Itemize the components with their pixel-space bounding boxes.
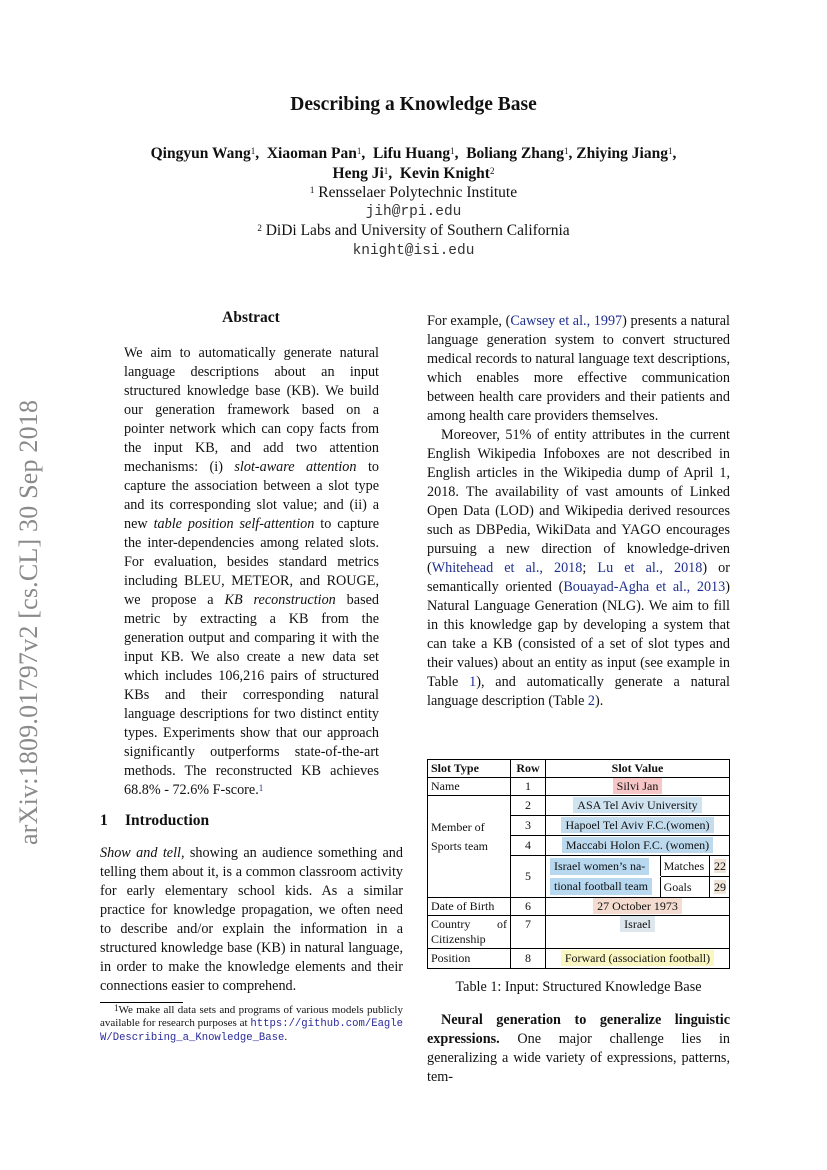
email-2[interactable]: knight@isi.edu (352, 243, 475, 259)
table-row (428, 898, 730, 916)
author-list (0, 144, 827, 183)
row-number-cell: 2 (511, 796, 546, 816)
author: Heng Ji$^1$ (332, 164, 389, 182)
paragraph-heading: Neural generation to generalize linguistic expressions. (427, 1012, 730, 1047)
slot-value-cell (546, 816, 730, 836)
author: Xiaoman Pan$^1$ (266, 145, 362, 162)
author-line-1: Qingyun Wang$^1$, Xiaoman Pan$^1$, Lifu Huang$^1$, Boliang Zhang$^1$, Zhiying Jiang$^1$, (150, 145, 677, 162)
slot-type-cell: Position (428, 949, 511, 969)
email-1[interactable]: jih@rpi.edu (365, 204, 462, 220)
slot-value-cell (546, 916, 730, 949)
row-number-cell: 4 (511, 836, 546, 856)
slot-value-highlight: Israel women’s na- (550, 858, 649, 875)
abstract-body: We aim to automatically generate natural language descriptions about an input structured knowledge base (KB). We build our generation framework based on a pointer network which can copy facts from the input KB, and add two attention mechanisms: (i) slot-aware attention to capture the association between a slot type and its corresponding slot value; and (ii) a new table position self-attention to capture the inter-dependencies among related slots. For evaluation, besides standard metrics including BLEU, METEOR, and ROUGE, we propose a KB reconstruction based metric by extracting a KB from the generation output and comparing it with the input KB. We also create a new data set which includes 106,216 pairs of structured KBs and their corresponding natural language descriptions for two distinct entity types. Experiments show that our approach significantly outperforms state-of-the-art methods. The reconstructed KB achieves 68.8% - 72.6% F-score.$^1$ (124, 345, 379, 798)
intro-continued (427, 312, 730, 711)
citation-link[interactable]: Bouayad-Agha et al., 2013 (563, 579, 726, 595)
abstract-heading: Abstract (222, 309, 280, 326)
introduction-paragraph: Show and tell, showing an audience something and telling them about it, is a common classroom activity for early elementary school kids. As a similar practice for knowledge propagation, we often need to describe and/or explain the information in a structured knowledge base (KB) in natural language, in order to make the knowledge elements and their connections easier to comprehend. (100, 845, 403, 994)
affiliation-1: $^1$ Rensselaer Polytechnic Institute (309, 184, 518, 201)
slot-value-cell (546, 796, 730, 816)
citation-link[interactable]: Whitehead et al., 2018 (431, 560, 583, 576)
slot-value-highlight: Forward (association football) (561, 950, 714, 966)
table-row (428, 796, 730, 816)
citation-link[interactable]: Lu et al., 2018 (597, 560, 703, 576)
slot-type-cell: Name (428, 778, 511, 796)
author: Qingyun Wang$^1$ (150, 145, 256, 162)
slot-value-highlight: Israel (620, 916, 655, 932)
row-number-cell: 5 (511, 856, 546, 898)
citation-link[interactable]: Cawsey et al., 1997 (510, 313, 623, 329)
paper-title: Describing a Knowledge Base (290, 94, 537, 115)
affiliation-2: $^2$ DiDi Labs and University of Southern California (257, 222, 570, 239)
section-heading-introduction: 1 Introduction (100, 812, 210, 829)
slot-value-cell (546, 949, 730, 969)
table-header-row (428, 760, 730, 778)
table-row (428, 778, 730, 796)
column-header: Row (511, 760, 546, 778)
nested-slot-table (546, 856, 729, 897)
row-number-cell: 8 (511, 949, 546, 969)
github-link[interactable]: https://github.com/EagleW/Describing_a_Knowledge_Base (100, 1018, 403, 1044)
slot-value-cell (546, 898, 730, 916)
table-row (428, 949, 730, 969)
author: Zhiying Jiang$^1$ (576, 145, 673, 162)
column-header: Slot Type (428, 760, 511, 778)
slot-value-highlight: Maccabi Holon F.C. (women) (562, 837, 713, 853)
author: Boliang Zhang$^1$ (466, 145, 569, 162)
column-header: Slot Value (546, 760, 730, 778)
slot-type-cell: Member of Sports team (428, 796, 511, 898)
table-row (428, 916, 730, 949)
row-number-cell: 3 (511, 816, 546, 836)
author: Kevin Knight$^2$ (399, 164, 495, 182)
slot-value-highlight: ASA Tel Aviv University (573, 797, 701, 813)
slot-value-cell (546, 836, 730, 856)
table-ref-link[interactable]: 2 (587, 693, 596, 709)
row-number-cell: 6 (511, 898, 546, 916)
slot-value-highlight: Hapoel Tel Aviv F.C.(women) (561, 817, 713, 833)
slot-value-highlight: tional football team (550, 878, 652, 895)
stat-label: Goals (660, 877, 710, 898)
row-number-cell: 1 (511, 778, 546, 796)
author: Lifu Huang$^1$ (372, 145, 455, 162)
slot-value-highlight: Silvi Jan (613, 778, 663, 794)
table-caption: Table 1: Input: Structured Knowledge Base (455, 979, 702, 995)
slot-type-cell: Date of Birth (428, 898, 511, 916)
row-number-cell: 7 (511, 916, 546, 949)
slot-value-highlight: 27 October 1973 (593, 898, 682, 914)
paragraph: Moreover, 51% of entity attributes in the current English Wikipedia Infoboxes are not described in English articles in the Wikipedia dump of April 1, 2018. The availability of vast amounts of Linked Open Data (LOD) and Wikipedia derived resources such as DBPedia, WikiData and YAGO encourages pursuing a new direction of knowledge-driven (Whitehead et al., 2018; Lu et al., 2018) or semantically oriented (Bouayad-Agha et al., 2013) Natural Language Generation (NLG). We aim to fill in this knowledge gap by developing a system that can take a KB (consisted of a set of slot types and their values) about an entity as input (see example in Table 1), and automatically generate a natural language description (Table 2). (427, 427, 730, 709)
footnote: $^1$We make all data sets and programs of various models publicly available for research purposes at https://github.com/EagleW/Describing_a_Knowledge_Base. (100, 1003, 403, 1044)
footnote-divider (100, 1002, 183, 1003)
table-ref-link[interactable]: 1 (469, 674, 477, 690)
knowledge-base-table (427, 759, 730, 969)
slot-value-cell (546, 856, 730, 898)
stat-value: 29 (714, 879, 726, 894)
stat-value: 22 (710, 856, 729, 877)
slot-value-cell (546, 778, 730, 796)
footnote-ref[interactable]: 1 (258, 783, 264, 793)
paragraph-neural-generation: Neural generation to generalize linguistic expressions. One major challenge lies in generalizing a wide variety of expressions, patterns, tem- (427, 1012, 730, 1085)
author-line-2: Heng Ji$^1$, Kevin Knight$^2$ (332, 164, 495, 182)
stat-label: Matches (660, 856, 710, 877)
paragraph: For example, (Cawsey et al., 1997) presents a natural language generation system to convert structured medical records to natural language text descriptions, which enables more effective communication between health care providers and their patients and among health care providers themselves. (427, 313, 730, 424)
slot-type-cell: Country of Citizenship (428, 916, 511, 949)
arxiv-stamp: arXiv:1809.01797v2 [cs.CL] 30 Sep 2018 (14, 399, 43, 845)
